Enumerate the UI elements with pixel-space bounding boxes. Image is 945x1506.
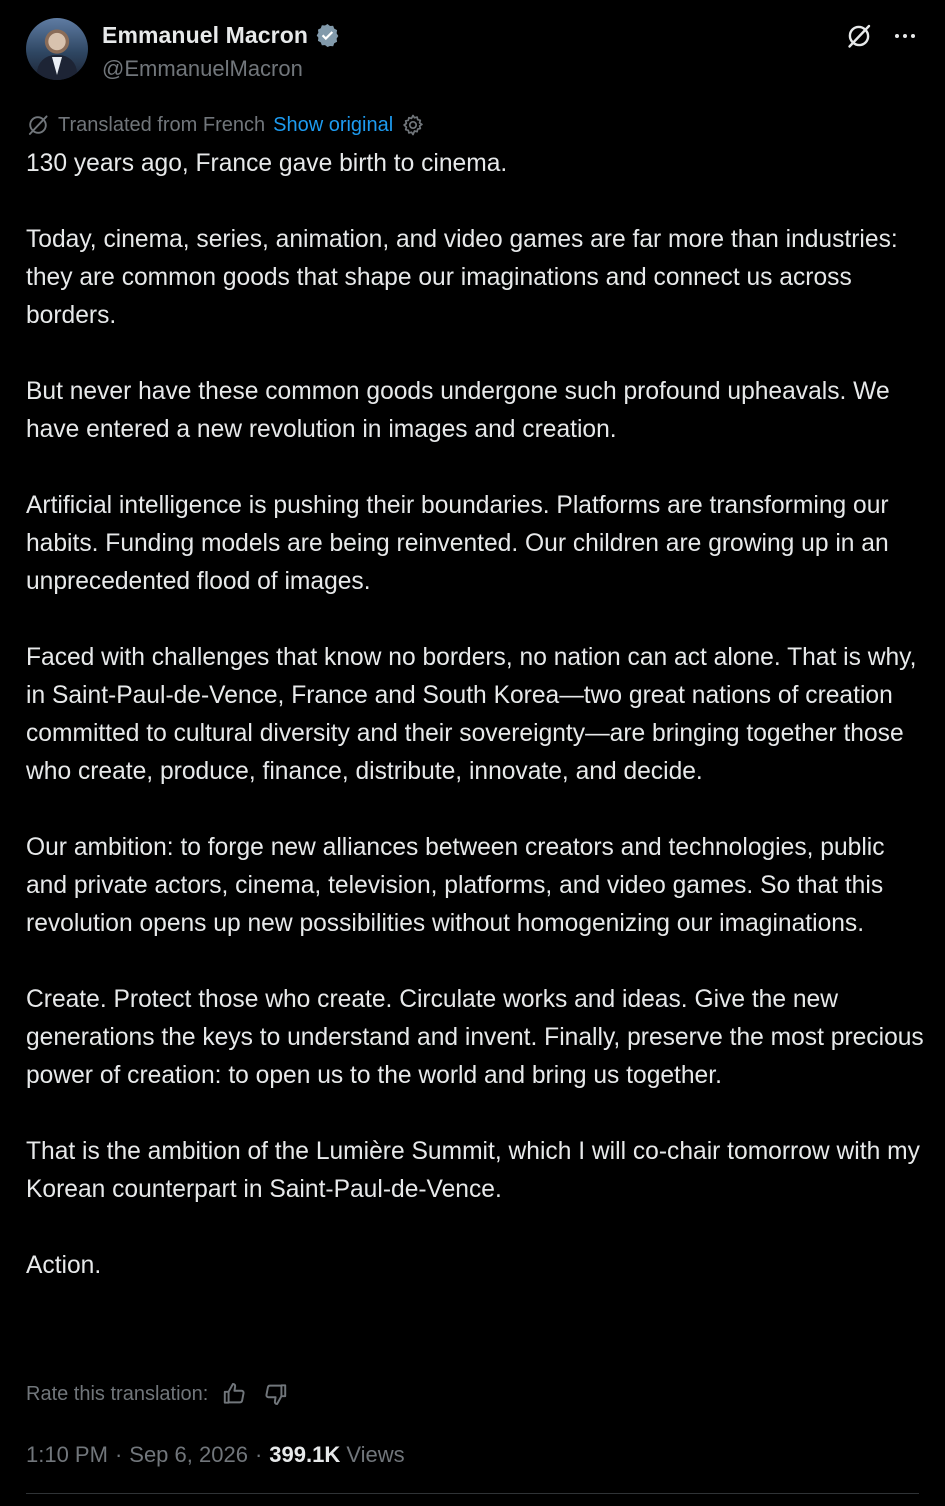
post-paragraph: Our ambition: to forge new alliances between creators and technologies, public and private actors, cinema, television, platforms, and video games. So that this revolution opens up new possibilities without homogenizing our imaginations. bbox=[26, 834, 885, 937]
post-paragraph: Create. Protect those who create. Circulate works and ideas. Give the new generations the keys to understand and invent. Finally, preserve the most precious power of creation: to open us to the world and bring us together. bbox=[26, 986, 924, 1089]
thumbs-up-button[interactable] bbox=[218, 1378, 250, 1410]
post-paragraph: That is the ambition of the Lumière Summit, which I will co-chair tomorrow with my Korean counterpart in Saint-Paul-de-Vence. bbox=[26, 1138, 920, 1203]
thumbs-up-icon bbox=[221, 1381, 247, 1407]
meta-separator: · bbox=[254, 1442, 263, 1467]
post-metadata bbox=[26, 1440, 405, 1470]
thumbs-down-button[interactable] bbox=[260, 1378, 292, 1410]
translated-from-label: Translated from French bbox=[58, 113, 266, 136]
views-count: 399.1K bbox=[269, 1442, 341, 1467]
post-paragraph: Artificial intelligence is pushing their boundaries. Platforms are transforming our habits. Funding models are being reinvented. Our children are growing up in an unprecedented flood of images. bbox=[26, 492, 889, 595]
post-time[interactable]: 1:10 PM bbox=[26, 1442, 108, 1467]
post-paragraph: Faced with challenges that know no borders, no nation can act alone. That is why, in Saint-Paul-de-Vence, France and South Korea—two great nations of creation committed to cultural diversity and their sovereignty—are bringing together those who create, produce, finance, distribute, innovate, and decide. bbox=[26, 644, 917, 785]
post-paragraph: Today, cinema, series, animation, and video games are far more than industries: they are common goods that shape our imaginations and connect us across borders. bbox=[26, 226, 898, 329]
thumbs-down-icon bbox=[263, 1381, 289, 1407]
post-paragraph: 130 years ago, France gave birth to cinema. bbox=[26, 150, 508, 177]
more-options-button[interactable] bbox=[891, 20, 919, 52]
author-display-name[interactable]: Emmanuel Macron bbox=[102, 22, 308, 48]
verified-badge-icon bbox=[314, 22, 341, 49]
divider bbox=[26, 1493, 919, 1494]
gear-icon[interactable] bbox=[401, 113, 425, 137]
post-paragraph: But never have these common goods undergone such profound upheavals. We have entered a new revolution in images and creation. bbox=[26, 378, 890, 443]
author-name-row bbox=[102, 22, 341, 49]
translation-bar bbox=[26, 111, 425, 139]
views-label: Views bbox=[346, 1442, 405, 1467]
rate-translation-label: Rate this translation: bbox=[26, 1382, 209, 1405]
meta-separator: · bbox=[114, 1442, 123, 1467]
grok-icon bbox=[845, 22, 873, 50]
grok-button[interactable] bbox=[843, 20, 875, 52]
avatar[interactable] bbox=[26, 18, 88, 80]
more-icon bbox=[893, 24, 917, 48]
author-handle[interactable]: @EmmanuelMacron bbox=[102, 56, 303, 81]
show-original-link[interactable]: Show original bbox=[273, 113, 394, 136]
post-date[interactable]: Sep 6, 2026 bbox=[129, 1442, 248, 1467]
translation-rating bbox=[26, 1378, 292, 1410]
post-header bbox=[26, 18, 919, 88]
post-paragraph: Action. bbox=[26, 1252, 102, 1279]
post-body bbox=[26, 145, 926, 1323]
translate-icon bbox=[26, 113, 50, 137]
